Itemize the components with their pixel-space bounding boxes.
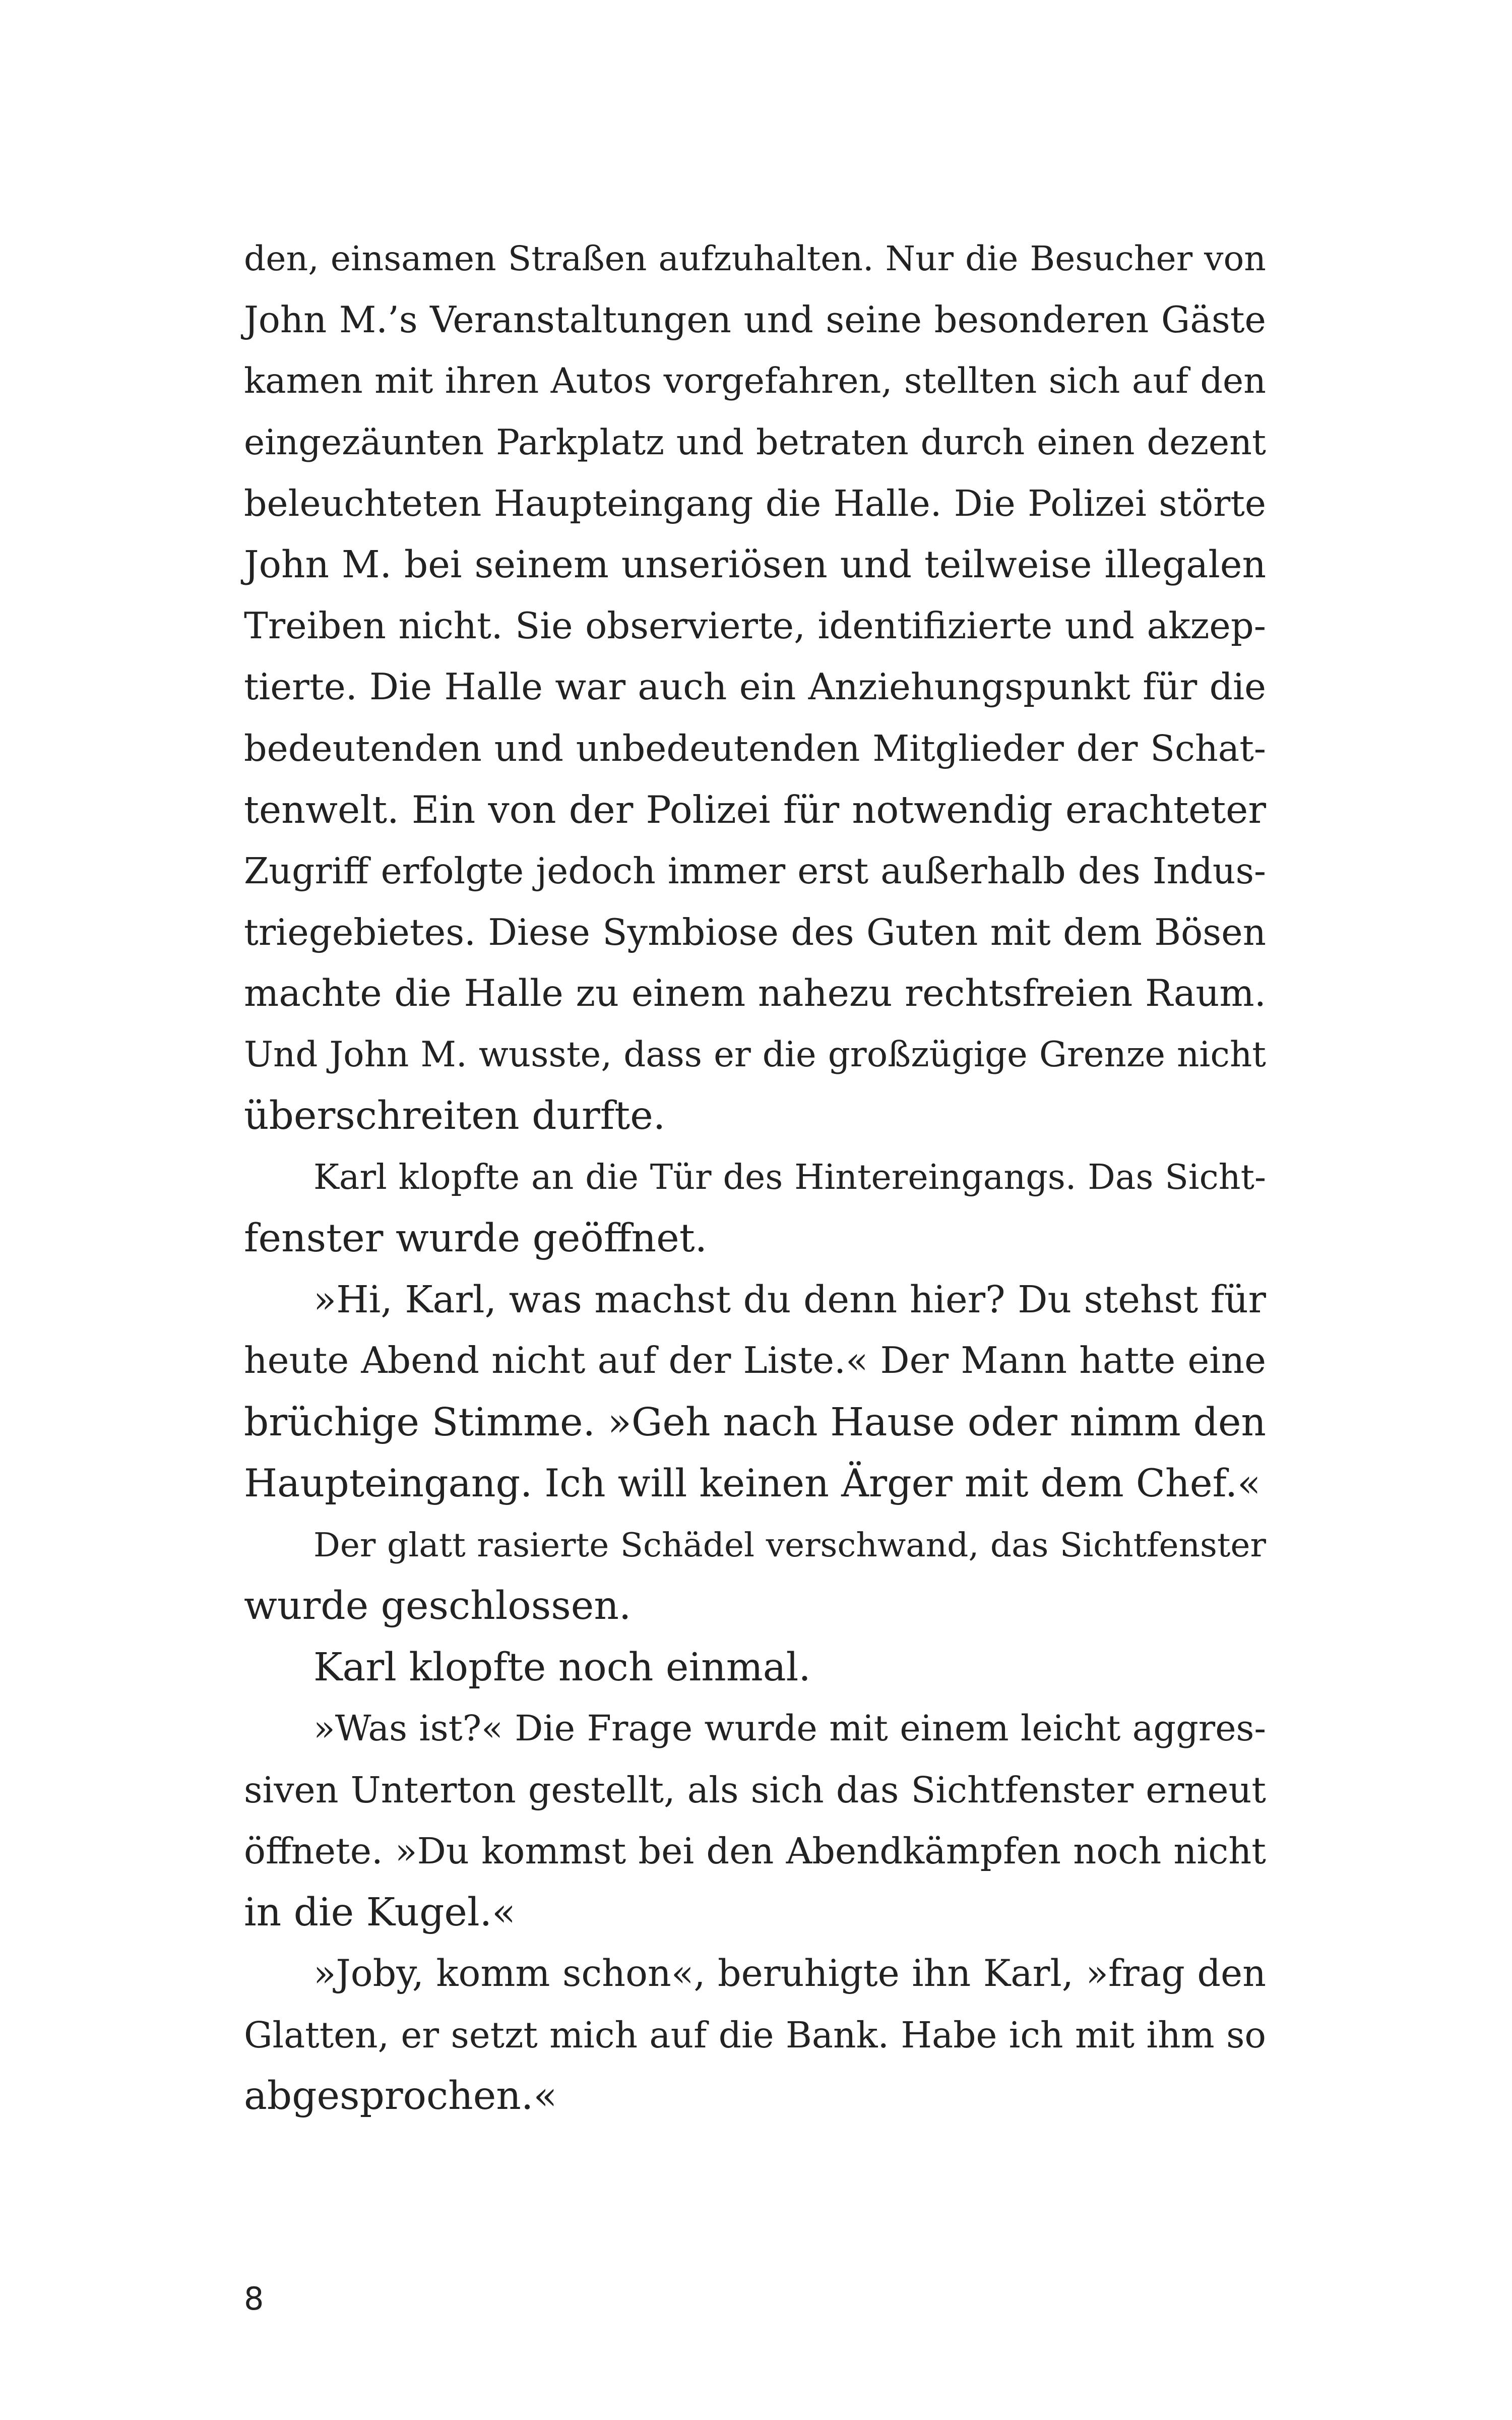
text-line: kamen mit ihren Autos vorgefahren, stellten sich auf den: [244, 360, 1266, 401]
text-line: Glatten, er setzt mich auf die Bank. Habe ich mit ihm so: [244, 2014, 1266, 2056]
text-line: brüchige Stimme. »Geh nach Hause oder nimm den: [244, 1400, 1266, 1445]
text-line: in die Kugel.«: [244, 1890, 516, 1935]
text-line: bedeutenden und unbedeutenden Mitglieder der Schat-: [244, 728, 1266, 769]
text-line: Und John M. wusste, dass er die großzügige Grenze nicht: [244, 1034, 1266, 1075]
text-line: Der glatt rasierte Schädel verschwand, das Sichtfenster: [313, 1525, 1266, 1564]
text-line: Zugriff erfolgte jedoch immer erst außerhalb des Indus-: [244, 850, 1266, 892]
text-line: Haupteingang. Ich will keinen Ärger mit dem Chef.«: [244, 1461, 1261, 1505]
text-line: John M.’s Veranstaltungen und seine besonderen Gäste: [244, 298, 1266, 341]
text-line: den, einsamen Straßen aufzuhalten. Nur die Besucher von: [244, 238, 1266, 278]
text-line: abgesprochen.«: [244, 2074, 557, 2119]
text-line: »Hi, Karl, was machst du denn hier? Du stehst für: [313, 1278, 1266, 1321]
text-line: Karl klopfte an die Tür des Hintereingangs. Das Sicht-: [313, 1157, 1266, 1197]
text-line: tenwelt. Ein von der Polizei für notwendig erachteter: [244, 788, 1266, 832]
text-line: Treiben nicht. Sie observierte, identifizierte und akzep-: [244, 604, 1266, 647]
text-line: Karl klopfte noch einmal.: [313, 1645, 811, 1690]
text-line: öffnete. »Du kommst bei den Abendkämpfen noch nicht: [244, 1830, 1266, 1872]
body-text: [244, 228, 1266, 2127]
page-number: 8: [244, 2280, 264, 2317]
text-line: heute Abend nicht auf der Liste.« Der Mann hatte eine: [244, 1340, 1266, 1382]
text-line: beleuchteten Haupteingang die Halle. Die Polizei störte: [244, 482, 1266, 524]
text-line: triegebietes. Diese Symbiose des Guten mit dem Bösen: [244, 911, 1266, 953]
text-line: wurde geschlossen.: [244, 1584, 632, 1628]
text-line: »Was ist?« Die Frage wurde mit einem leicht aggres-: [313, 1708, 1266, 1749]
text-line: John M. bei seinem unseriösen und teilweise illegalen: [244, 542, 1266, 586]
text-line: »Joby, komm schon«, beruhigte ihn Karl, »frag den: [313, 1952, 1266, 1995]
text-line: überschreiten durfte.: [244, 1094, 666, 1138]
text-line: fenster wurde geöffnet.: [244, 1216, 708, 1261]
text-line: siven Unterton gestellt, als sich das Sichtfenster erneut: [244, 1769, 1266, 1811]
text-line: tierte. Die Halle war auch ein Anziehungspunkt für die: [244, 666, 1266, 708]
text-line: eingezäunten Parkplatz und betraten durch einen dezent: [244, 421, 1266, 463]
text-line: machte die Halle zu einem nahezu rechtsfreien Raum.: [244, 972, 1266, 1015]
